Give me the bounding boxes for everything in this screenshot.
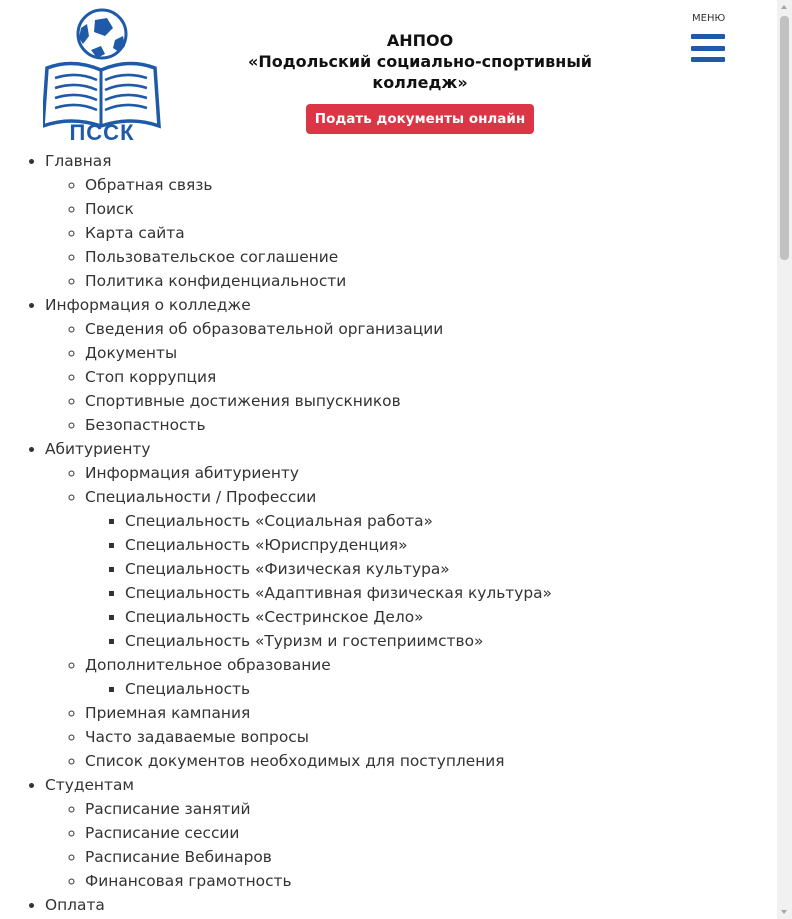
nav-link[interactable]: Приемная кампания — [85, 704, 251, 722]
menu-label[interactable]: МЕНЮ — [692, 13, 726, 24]
logo-text: ПССК — [69, 120, 135, 142]
nav-list-level-3 — [85, 509, 760, 653]
nav-item — [85, 197, 760, 221]
nav-item — [45, 893, 760, 917]
nav-item — [85, 749, 760, 773]
nav-item — [85, 821, 760, 845]
nav-link[interactable]: Специальность «Туризм и гостеприимство» — [125, 632, 484, 650]
nav-link[interactable]: Поиск — [85, 200, 134, 218]
scrollbar-thumb[interactable] — [780, 16, 789, 260]
nav-link[interactable]: Пользовательское соглашение — [85, 248, 339, 266]
nav-list-level-2 — [45, 317, 760, 437]
nav-item — [85, 413, 760, 437]
scroll-down-arrow-icon[interactable] — [777, 904, 792, 919]
vertical-scrollbar[interactable] — [777, 0, 792, 919]
site-title-block — [200, 31, 640, 134]
nav-link[interactable]: Специальность «Социальная работа» — [125, 512, 433, 530]
nav-link[interactable]: Часто задаваемые вопросы — [85, 728, 309, 746]
nav-link[interactable]: Специальность — [125, 680, 251, 698]
nav-item — [125, 677, 760, 701]
nav-item — [85, 461, 760, 485]
nav-link[interactable]: Список документов необходимых для поступления — [85, 752, 505, 770]
nav-link[interactable]: Обратная связь — [85, 176, 213, 194]
hamburger-icon[interactable] — [691, 34, 725, 62]
nav-link[interactable]: Студентам — [45, 776, 134, 794]
org-full-name: «Подольский социально-спортивный колледж» — [248, 52, 592, 92]
nav-link[interactable]: Специальности / Профессии — [85, 488, 317, 506]
logo-graphic — [43, 8, 161, 142]
site-navigation — [0, 149, 760, 917]
nav-link[interactable]: Специальность «Юриспруденция» — [125, 536, 408, 554]
nav-item — [45, 293, 760, 437]
nav-link[interactable]: Спортивные достижения выпускников — [85, 392, 401, 410]
nav-item — [85, 269, 760, 293]
org-short-name: АНПОО — [386, 31, 454, 50]
nav-item — [125, 629, 760, 653]
nav-item — [85, 869, 760, 893]
nav-link[interactable]: Специальность «Сестринское Дело» — [125, 608, 424, 626]
nav-item — [85, 317, 760, 341]
nav-link[interactable]: Безопастность — [85, 416, 206, 434]
apply-online-button[interactable]: Подать документы онлайн — [306, 104, 534, 134]
nav-link[interactable]: Расписание занятий — [85, 800, 251, 818]
nav-item — [125, 509, 760, 533]
nav-item — [45, 149, 760, 293]
nav-list-level-1 — [0, 149, 760, 917]
nav-item — [45, 437, 760, 773]
nav-item — [85, 653, 760, 701]
nav-item — [85, 701, 760, 725]
nav-link[interactable]: Специальность «Адаптивная физическая культура» — [125, 584, 552, 602]
nav-link[interactable]: Абитуриенту — [45, 440, 151, 458]
nav-list-level-2 — [45, 797, 760, 893]
nav-item — [85, 173, 760, 197]
nav-link[interactable]: Политика конфиденциальности — [85, 272, 347, 290]
nav-link[interactable]: Финансовая грамотность — [85, 872, 292, 890]
nav-item — [125, 605, 760, 629]
nav-item — [125, 581, 760, 605]
nav-item — [85, 341, 760, 365]
nav-item — [125, 557, 760, 581]
nav-link[interactable]: Документы — [85, 344, 178, 362]
nav-item — [45, 773, 760, 893]
nav-item — [85, 725, 760, 749]
nav-list-level-2 — [45, 173, 760, 293]
nav-item — [85, 485, 760, 653]
scroll-up-arrow-icon[interactable] — [777, 0, 792, 15]
nav-link[interactable]: Стоп коррупция — [85, 368, 217, 386]
nav-link[interactable]: Сведения об образовательной организации — [85, 320, 444, 338]
nav-item — [85, 845, 760, 869]
nav-item — [85, 389, 760, 413]
nav-list-level-3 — [85, 677, 760, 701]
nav-link[interactable]: Дополнительное образование — [85, 656, 331, 674]
nav-link[interactable]: Специальность «Физическая культура» — [125, 560, 450, 578]
college-logo[interactable] — [43, 8, 161, 142]
nav-item — [85, 365, 760, 389]
nav-link[interactable]: Карта сайта — [85, 224, 185, 242]
nav-link[interactable]: Расписание Вебинаров — [85, 848, 272, 866]
nav-link[interactable]: Оплата — [45, 896, 105, 914]
nav-item — [85, 221, 760, 245]
nav-link[interactable]: Расписание сессии — [85, 824, 240, 842]
nav-item — [85, 797, 760, 821]
nav-list-level-2 — [45, 461, 760, 773]
nav-link[interactable]: Информация о колледже — [45, 296, 251, 314]
nav-link[interactable]: Информация абитуриенту — [85, 464, 299, 482]
nav-item — [85, 245, 760, 269]
nav-item — [125, 533, 760, 557]
nav-link[interactable]: Главная — [45, 152, 112, 170]
